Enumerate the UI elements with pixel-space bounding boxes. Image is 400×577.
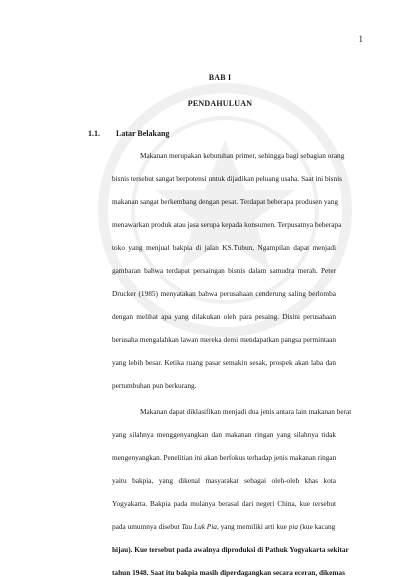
section-title: Latar Belakang [116, 129, 170, 138]
university-seal-icon [95, 80, 355, 340]
text-line: yaitu bakpia, yang dikenal masyarakat sebagai oleh-oleh khas kota [112, 476, 336, 485]
italic-term: Tau Luk Pia [181, 522, 217, 531]
text-segment: , yang memiliki arti kue [216, 522, 289, 531]
text-line: gambaran bahwa terdapat persaingan bisnis dalam samudra merah. Peter [112, 266, 336, 275]
text-line: menawarkan produk atau jasa serupa kepada konsumen. Terpusatnya beberapa [112, 220, 342, 229]
text-segment: pada umumnya disebut [112, 522, 182, 531]
text-line: Makanan dapat diklasifikan menjadi dua jenis antara lain makanan berat [140, 407, 352, 416]
text-line: yang lebih besar. Ketika ruang pasar semakin sesak, prospek akan laba dan [112, 358, 336, 367]
text-line: pertumbuhan pun berkurang. [112, 381, 197, 390]
text-line: toko yang menjual bakpia di jalan KS.Tubun, Ngampilan dapat menjadi [112, 243, 336, 252]
page-number: 1 [358, 34, 363, 44]
text-line: yang silahnya menggenyangkan dan makanan ringan yang silahnya tidak [112, 430, 336, 439]
text-line: Yogyakarta. Bakpia pada mulanya berasal dari negeri China, kue tersebut [112, 499, 336, 508]
chapter-title: PENDAHULUAN [187, 99, 253, 108]
text-line: bisnis tersebut sangat berpotensi untuk dijadikan peluang usaha. Saat ini bisnis [112, 174, 343, 183]
section-heading [88, 129, 169, 138]
text-line: makanan sangat berkembang dengan pesat. Terdapat beberapa produsen yang [112, 197, 339, 206]
section-number: 1.1. [88, 129, 100, 138]
text-line: tahun 1948. Saat itu bakpia masih diperdagangkan secara eceran, dikemas [112, 568, 345, 577]
text-line: hijau). Kue tersebut pada awalnya diproduksi di Pathuk Yogyakarta sekitar [112, 545, 349, 554]
text-line: Drucker (1985) menyatakan bahwa perusahaan cenderung saling berlomba [112, 289, 336, 298]
text-line: dengan melihat apa yang dilakukan oleh para pesaing. Disini perusahaan [112, 312, 336, 321]
text-line: mengenyangkan. Penelitian ini akan berfokus terhadap jenis makanan ringan [112, 453, 337, 462]
text-line: Makanan merupakan kebutuhan primer, sehingga bagi sebagian orang [140, 151, 345, 160]
chapter-label: BAB I [208, 73, 232, 82]
text-line-mixed [112, 522, 336, 531]
text-line: berusaha mengalahkan lawan mereka demi mendapatkan pangsa permintaan [112, 335, 336, 344]
italic-term: pia [288, 522, 299, 531]
text-segment: (kue kacang [298, 522, 336, 531]
